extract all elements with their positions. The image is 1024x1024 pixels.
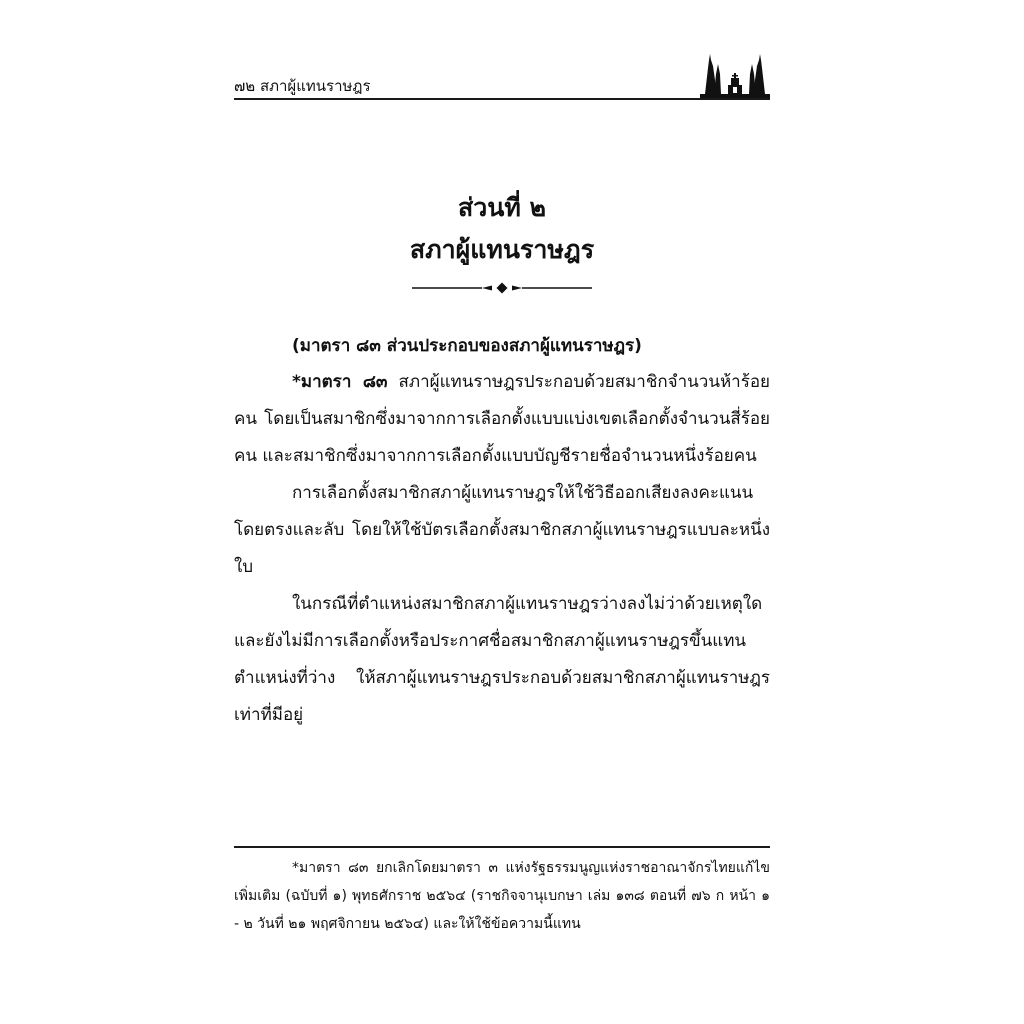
section-body — [234, 364, 770, 734]
section-caption: (มาตรา ๘๓ ส่วนประกอบของสภาผู้แทนราษฎร) — [292, 336, 642, 356]
paragraph-1 — [234, 364, 770, 475]
paragraph-1-text: สภาผู้แทนราษฎรประกอบด้วยสมาชิกจำนวนห้าร้อยคน โดยเป็นสมาชิกซึ่งมาจากการเลือกตั้งแบบแบ่งเขตเลือกตั้งจำนวนสี่ร้อยคน และสมาชิกซึ่งมาจากการเลือกตั้งแบบบัญชีรายชื่อจำนวนหนึ่งร้อยคน — [234, 372, 771, 466]
democracy-monument-icon — [700, 52, 770, 100]
section-label: *มาตรา ๘๓ — [292, 372, 388, 392]
header-rule — [234, 98, 770, 100]
paragraph-2: การเลือกตั้งสมาชิกสภาผู้แทนราษฎรให้ใช้วิธีออกเสียงลงคะแนนโดยตรงและลับ โดยให้ใช้บัตรเลือกตั้งสมาชิกสภาผู้แทนราษฎรแบบละหนึ่งใบ — [234, 483, 770, 577]
running-head — [234, 76, 371, 96]
footnote-rule — [234, 846, 770, 848]
part-title: ส่วนที่ ๒ — [457, 193, 547, 222]
page-number: ๗๒ — [234, 77, 256, 95]
footnote — [234, 854, 770, 938]
diamond-ornament-icon — [412, 282, 592, 294]
paragraph-3: ในกรณีที่ตำแหน่งสมาชิกสภาผู้แทนราษฎรว่างลงไม่ว่าด้วยเหตุใดและยังไม่มีการเลือกตั้งหรือประกาศชื่อสมาชิกสภาผู้แทนราษฎรขึ้นแทนตำแหน่งที่ว่าง ให้สภาผู้แทนราษฎรประกอบด้วยสมาชิกสภาผู้แทนราษฎรเท่าที่มีอยู่ — [234, 594, 770, 725]
part-subtitle: สภาผู้แทนราษฎร — [409, 235, 595, 264]
footnote-text: *มาตรา ๘๓ ยกเลิกโดยมาตรา ๓ แห่งรัฐธรรมนูญแห่งราชอาณาจักรไทยแก้ไขเพิ่มเติม (ฉบับที่ ๑) พุทธศักราช ๒๕๖๔ (ราชกิจจานุเบกษา เล่ม ๑๓๘ ตอนที่ ๗๖ ก หน้า ๑ - ๒ วันที่ ๒๑ พฤศจิกายน ๒๕๖๔) และให้ใช้ข้อความนี้แทน — [234, 860, 770, 932]
book-title: สภาผู้แทนราษฎร — [259, 77, 371, 95]
